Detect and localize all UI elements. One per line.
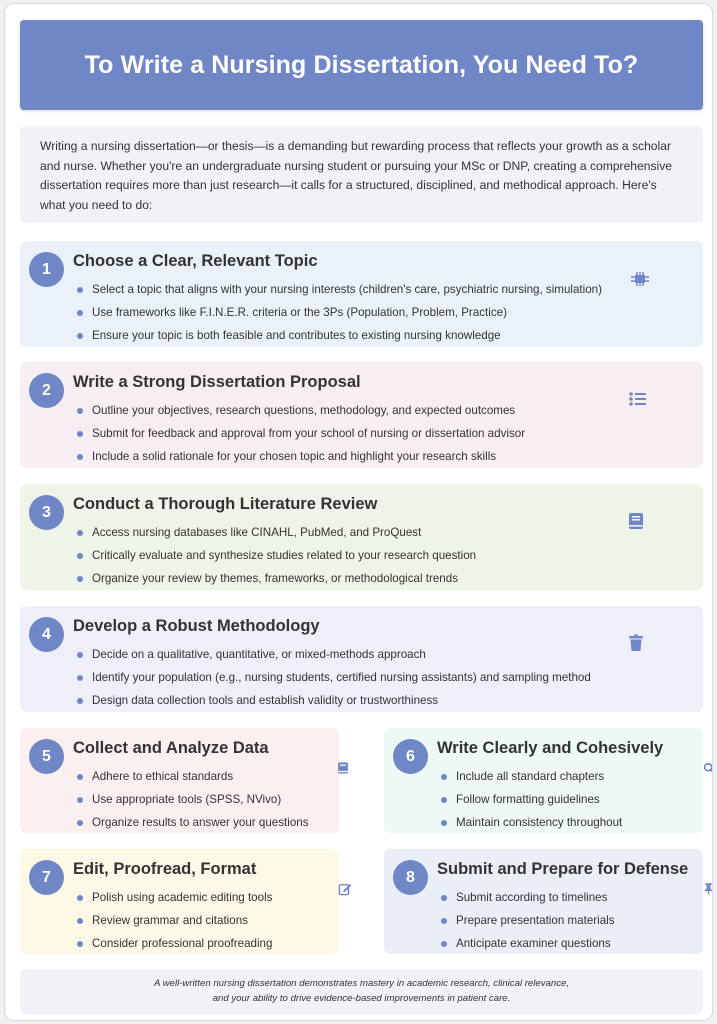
list-item: Decide on a qualitative, quantitative, or mixed-methods approach bbox=[75, 648, 591, 671]
list-item: Include all standard chapters bbox=[439, 770, 622, 793]
step-list bbox=[439, 891, 615, 960]
list-item: Anticipate examiner questions bbox=[439, 937, 615, 960]
step-title: Collect and Analyze Data bbox=[73, 739, 269, 757]
page-title: To Write a Nursing Dissertation, You Need To? bbox=[84, 50, 639, 79]
list-item: Identify your population (e.g., nursing students, certified nursing assistants) and sampling method bbox=[75, 671, 591, 694]
list-item: Select a topic that aligns with your nursing interests (children's care, psychiatric nursing, simulation) bbox=[75, 283, 602, 306]
infographic bbox=[4, 3, 713, 1021]
step-list bbox=[75, 891, 272, 960]
step-card-2 bbox=[20, 362, 703, 468]
step-list bbox=[75, 283, 602, 352]
step-card-8 bbox=[384, 849, 703, 954]
list-item: Use appropriate tools (SPSS, NVivo) bbox=[75, 793, 309, 816]
list-item: Maintain consistency throughout bbox=[439, 816, 622, 839]
step-number: 6 bbox=[393, 739, 428, 774]
step-number: 8 bbox=[393, 860, 428, 895]
step-card-3 bbox=[20, 484, 703, 590]
list-item: Access nursing databases like CINAHL, PubMed, and ProQuest bbox=[75, 526, 476, 549]
list-item: Prepare presentation materials bbox=[439, 914, 615, 937]
footer-line: and your ability to drive evidence-based improvements in patient care. bbox=[212, 993, 511, 1004]
list-item: Use frameworks like F.I.N.E.R. criteria or the 3Ps (Population, Problem, Practice) bbox=[75, 306, 602, 329]
list-item: Design data collection tools and establish validity or trustworthiness bbox=[75, 694, 591, 717]
list-item: Polish using academic editing tools bbox=[75, 891, 272, 914]
book-icon bbox=[626, 511, 646, 531]
footer-line: A well-written nursing dissertation demonstrates mastery in academic research, clinical relevance, bbox=[153, 978, 569, 989]
step-title: Submit and Prepare for Defense bbox=[437, 860, 689, 878]
step-list bbox=[439, 770, 622, 839]
step-number: 1 bbox=[29, 252, 64, 287]
list-item: Organize results to answer your questions bbox=[75, 816, 309, 839]
list-item: Include a solid rationale for your chosen topic and highlight your research skills bbox=[75, 450, 525, 473]
step-number: 4 bbox=[29, 617, 64, 652]
list-item: Outline your objectives, research questions, methodology, and expected outcomes bbox=[75, 404, 525, 427]
notebook-icon bbox=[336, 761, 350, 775]
step-card-5 bbox=[20, 728, 339, 833]
microchip-icon bbox=[630, 269, 650, 289]
step-number: 2 bbox=[29, 373, 64, 408]
step-title: Conduct a Thorough Literature Review bbox=[73, 495, 378, 513]
step-card-1 bbox=[20, 241, 703, 347]
list-icon bbox=[628, 389, 648, 409]
step-title: Write a Strong Dissertation Proposal bbox=[73, 373, 361, 391]
step-list bbox=[75, 648, 591, 717]
list-item: Critically evaluate and synthesize studies related to your research question bbox=[75, 549, 476, 572]
list-item: Organize your review by themes, frameworks, or methodological trends bbox=[75, 572, 476, 595]
step-card-6 bbox=[384, 728, 703, 833]
edit-icon bbox=[338, 882, 352, 896]
step-title: Choose a Clear, Relevant Topic bbox=[73, 252, 318, 270]
intro-text: Writing a nursing dissertation—or thesis—is a demanding but rewarding process that reflects your growth as a scholar and nurse. Whether you're an undergraduate nursing student or pursuing your MSc or DNP, creating a comprehensive dissertation requires more than just research—it calls for a structured, disciplined, and methodical approach. Here's what you need to do: bbox=[40, 139, 672, 212]
step-number: 7 bbox=[29, 860, 64, 895]
step-card-7 bbox=[20, 849, 339, 954]
list-item: Submit for feedback and approval from your school of nursing or dissertation advisor bbox=[75, 427, 525, 450]
list-item: Submit according to timelines bbox=[439, 891, 615, 914]
step-list bbox=[75, 526, 476, 595]
search-icon bbox=[703, 762, 713, 775]
list-item: Consider professional proofreading bbox=[75, 937, 272, 960]
step-title: Write Clearly and Cohesively bbox=[437, 739, 664, 757]
trash-icon bbox=[626, 633, 646, 653]
step-number: 3 bbox=[29, 495, 64, 530]
list-item: Review grammar and citations bbox=[75, 914, 272, 937]
list-item: Adhere to ethical standards bbox=[75, 770, 309, 793]
intro-box bbox=[20, 126, 703, 223]
step-list bbox=[75, 404, 525, 473]
title-banner bbox=[20, 20, 703, 110]
step-title: Develop a Robust Methodology bbox=[73, 617, 320, 635]
list-item: Follow formatting guidelines bbox=[439, 793, 622, 816]
pin-icon bbox=[702, 882, 713, 895]
step-number: 5 bbox=[29, 739, 64, 774]
step-list bbox=[75, 770, 309, 839]
list-item: Ensure your topic is both feasible and contributes to existing nursing knowledge bbox=[75, 329, 602, 352]
footer-note bbox=[20, 969, 703, 1014]
step-card-4 bbox=[20, 606, 703, 712]
step-title: Edit, Proofread, Format bbox=[73, 860, 257, 878]
